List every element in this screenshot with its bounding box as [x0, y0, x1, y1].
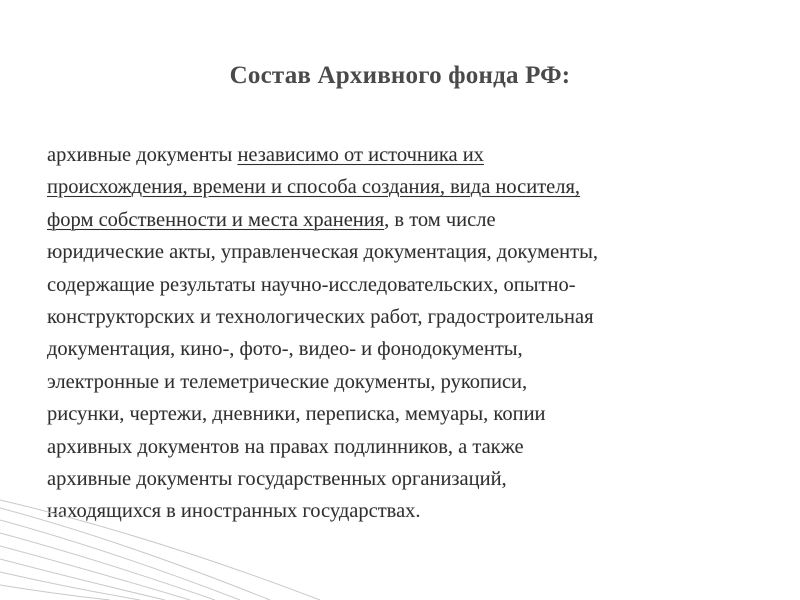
- decor-line: [0, 546, 190, 600]
- text-plain: рисунки, чертежи, дневники, переписка, мемуары, копии: [47, 403, 546, 426]
- text-plain: архивных документов на правах подлинников, а также: [47, 435, 524, 458]
- text-plain: архивные документы государственных организаций,: [47, 468, 507, 491]
- text-plain: содержащие результаты научно-исследовательских, опытно-: [47, 273, 576, 296]
- text-plain: конструкторских и технологических работ, градостроительная: [47, 306, 594, 329]
- text-line: [47, 431, 759, 463]
- text-underlined: форм собственности и места хранения: [47, 208, 385, 231]
- text-plain: находящихся в иностранных государствах.: [47, 500, 421, 523]
- text-plain: , в том числе: [384, 208, 496, 231]
- text-line: [47, 463, 759, 495]
- text-line: [47, 139, 759, 171]
- text-line: [47, 236, 759, 268]
- decor-line: [0, 572, 140, 600]
- decor-line: [0, 559, 165, 600]
- decor-line: [0, 533, 215, 600]
- text-plain: юридические акты, управленческая документация, документы,: [47, 241, 599, 264]
- text-line: [47, 495, 759, 527]
- text-line: [47, 398, 759, 430]
- text-line: [47, 366, 759, 398]
- text-line: [47, 171, 759, 203]
- text-plain: электронные и телеметрические документы, рукописи,: [47, 370, 528, 393]
- text-plain: документация, кино-, фото-, видео- и фонодокументы,: [47, 338, 523, 361]
- slide-title: Состав Архивного фонда РФ:: [229, 62, 571, 89]
- text-underlined: независимо от источника их: [237, 144, 484, 166]
- text-line: [47, 301, 759, 333]
- text-line: [47, 269, 759, 301]
- text-line: [47, 333, 759, 365]
- decor-line: [0, 520, 240, 600]
- decor-line: [0, 585, 110, 600]
- text-line: [47, 204, 759, 236]
- text-plain: архивные документы: [47, 144, 238, 166]
- body-text: [47, 139, 759, 528]
- text-underlined: происхождения, времени и способа создания, вида носителя,: [47, 176, 581, 199]
